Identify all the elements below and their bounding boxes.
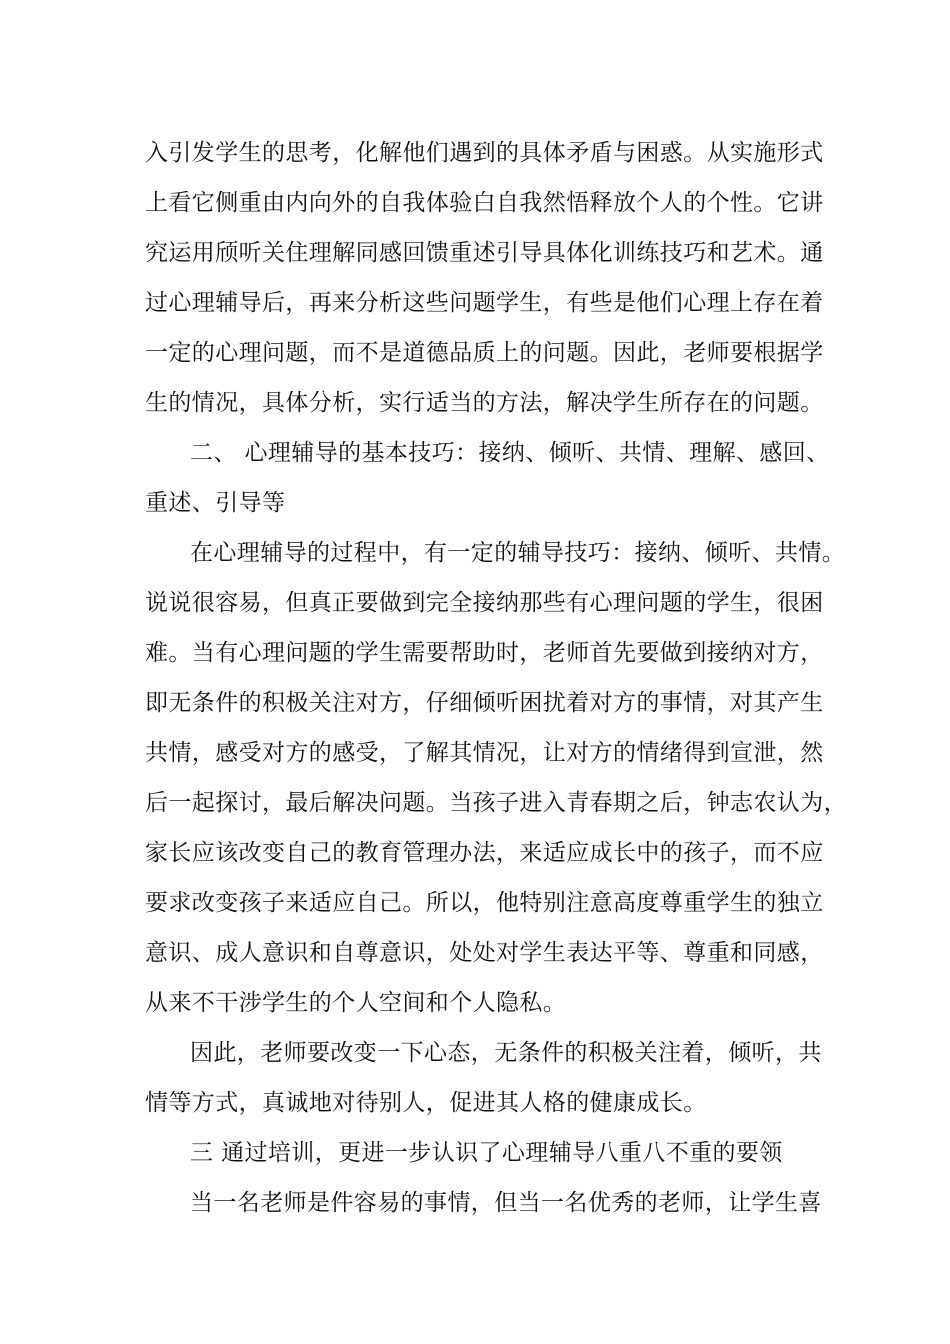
text-line: 从来不干涉学生的个人空间和个人隐私。 xyxy=(145,990,567,1016)
text-line: 情等方式，真诚地对待别人，促进其人格的健康成长。 xyxy=(145,1090,707,1116)
text-line: 入引发学生的思考，化解他们遇到的具体矛盾与困惑。从实施形式 xyxy=(145,140,824,166)
text-line: 当一名老师是件容易的事情，但当一名优秀的老师，让学生喜 xyxy=(190,1190,822,1216)
text-line: 过心理辅导后，再来分析这些问题学生，有些是他们心理上存在着 xyxy=(145,290,824,316)
text-line: 后一起探讨，最后解决问题。当孩子进入青春期之后，钟志农认为， xyxy=(145,790,847,816)
text-line: 在心理辅导的过程中，有一定的辅导技巧：接纳、倾听、共情。 xyxy=(190,540,846,566)
text-line: 难。当有心理问题的学生需要帮助时，老师首先要做到接纳对方， xyxy=(145,640,824,666)
text-line: 共情，感受对方的感受，了解其情况，让对方的情绪得到宣泄，然 xyxy=(145,740,824,766)
section-heading-2: 二、 心理辅导的基本技巧：接纳、倾听、共情、理解、感回、 xyxy=(190,440,830,466)
text-line: 究运用颀听关住理解同感回馈重述引导具体化训练技巧和艺术。通 xyxy=(145,240,824,266)
text-line: 上看它侧重由内向外的自我体验白自我然悟释放个人的个性。它讲 xyxy=(145,190,824,216)
text-line: 家长应该改变自己的教育管理办法，来适应成长中的孩子，而不应 xyxy=(145,840,824,866)
text-line: 说说很容易，但真正要做到完全接纳那些有心理问题的学生，很困 xyxy=(145,590,824,616)
section-heading-2-continued: 重述、引导等 xyxy=(145,490,286,516)
text-line: 要求改变孩子来适应自己。所以，他特别注意高度尊重学生的独立 xyxy=(145,890,824,916)
text-line: 即无条件的积极关注对方，仔细倾听困扰着对方的事情，对其产生 xyxy=(145,690,824,716)
text-line: 一定的心理问题，而不是道德品质上的问题。因此，老师要根据学 xyxy=(145,340,824,366)
text-line: 生的情况，具体分析，实行适当的方法，解决学生所存在的问题。 xyxy=(145,390,824,416)
text-line: 因此，老师要改变一下心态，无条件的积极关注着，倾听，共 xyxy=(190,1040,822,1066)
section-heading-3: 三 通过培训，更进一步认识了心理辅导八重八不重的要领 xyxy=(190,1140,783,1166)
text-line: 意识、成人意识和自尊意识，处处对学生表达平等、尊重和同感， xyxy=(145,940,824,966)
